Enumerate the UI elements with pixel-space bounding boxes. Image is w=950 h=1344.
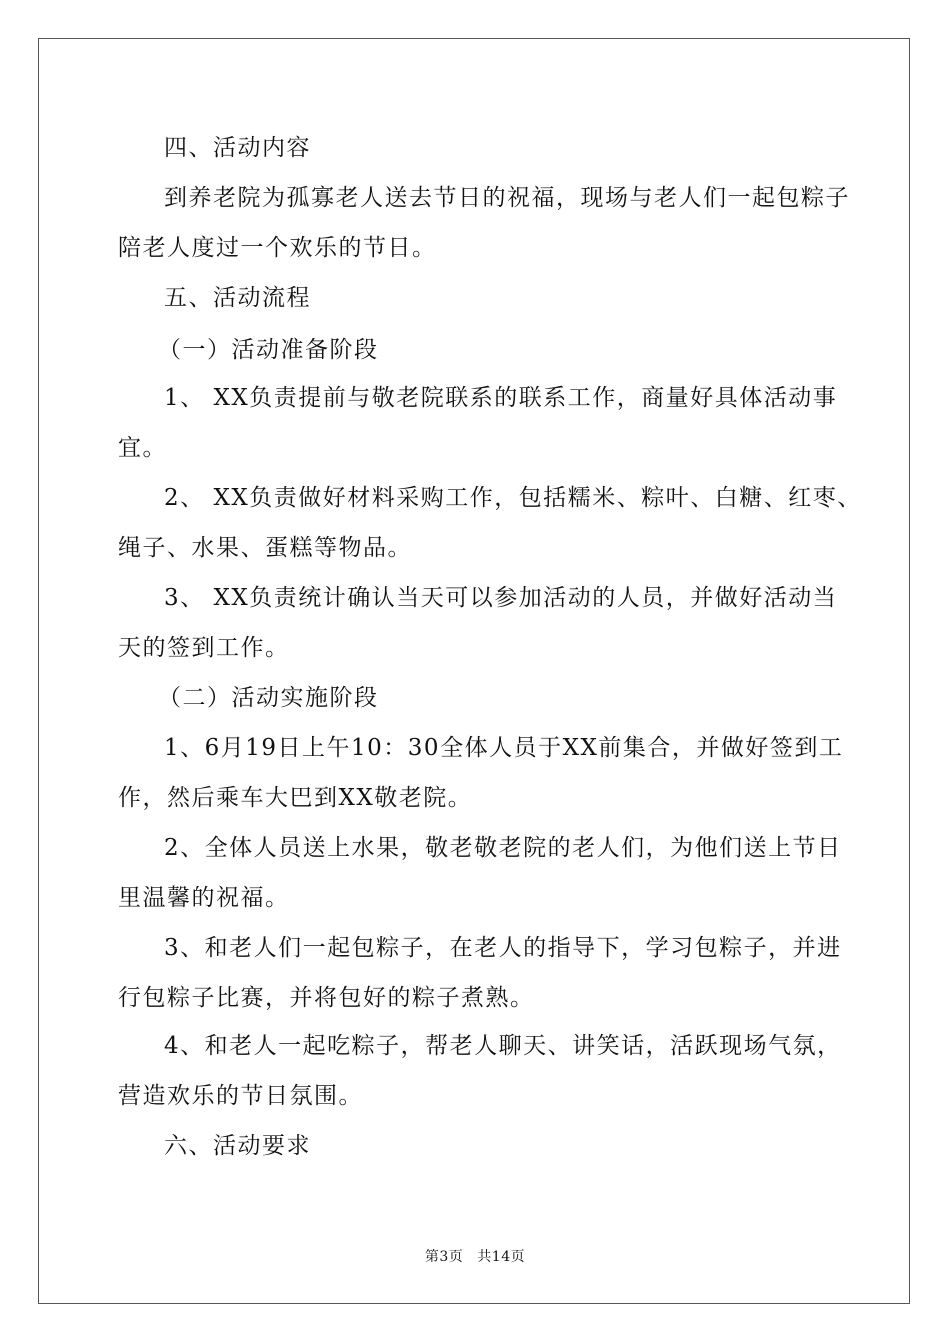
- page-footer: [0, 1248, 950, 1266]
- paragraph-line: 2、 XX负责做好材料采购工作，包括糯米、粽叶、白糖、红枣、: [164, 485, 862, 511]
- paragraph-line: 1、 XX负责提前与敬老院联系的联系工作，商量好具体活动事: [164, 385, 838, 411]
- paragraph-line: 到养老院为孤寡老人送去节日的祝福，现场与老人们一起包粽子: [164, 185, 850, 211]
- subsection-heading: （二）活动实施阶段: [158, 685, 379, 711]
- paragraph-line: 营造欢乐的节日氛围。: [118, 1083, 363, 1109]
- paragraph-line: 天的签到工作。: [118, 635, 290, 661]
- paragraph-line: 作，然后乘车大巴到XX敬老院。: [118, 785, 473, 811]
- page-number: 第3页: [424, 1249, 464, 1265]
- page-border: [38, 38, 910, 1304]
- section-heading: 四、活动内容: [164, 135, 311, 161]
- paragraph-line: 绳子、水果、蛋糕等物品。: [118, 535, 412, 561]
- page-total: 共14页: [477, 1249, 526, 1265]
- section-heading: 六、活动要求: [164, 1133, 311, 1159]
- paragraph-line: 4、和老人一起吃粽子，帮老人聊天、讲笑话，活跃现场气氛，: [164, 1033, 842, 1059]
- paragraph-line: 3、 XX负责统计确认当天可以参加活动的人员，并做好活动当: [164, 585, 838, 611]
- paragraph-line: 行包粽子比赛，并将包好的粽子煮熟。: [118, 985, 535, 1011]
- paragraph-line: 2、全体人员送上水果，敬老敬老院的老人们，为他们送上节日: [164, 835, 842, 861]
- paragraph-line: 宜。: [118, 435, 167, 461]
- section-heading: 五、活动流程: [164, 285, 311, 311]
- paragraph-line: 3、和老人们一起包粽子，在老人的指导下，学习包粽子，并进: [164, 935, 842, 961]
- paragraph-line: 陪老人度过一个欢乐的节日。: [118, 235, 437, 261]
- paragraph-line: 里温馨的祝福。: [118, 885, 290, 911]
- subsection-heading: （一）活动准备阶段: [158, 337, 379, 363]
- paragraph-line: 1、6月19日上午10：30全体人员于XX前集合，并做好签到工: [164, 735, 844, 761]
